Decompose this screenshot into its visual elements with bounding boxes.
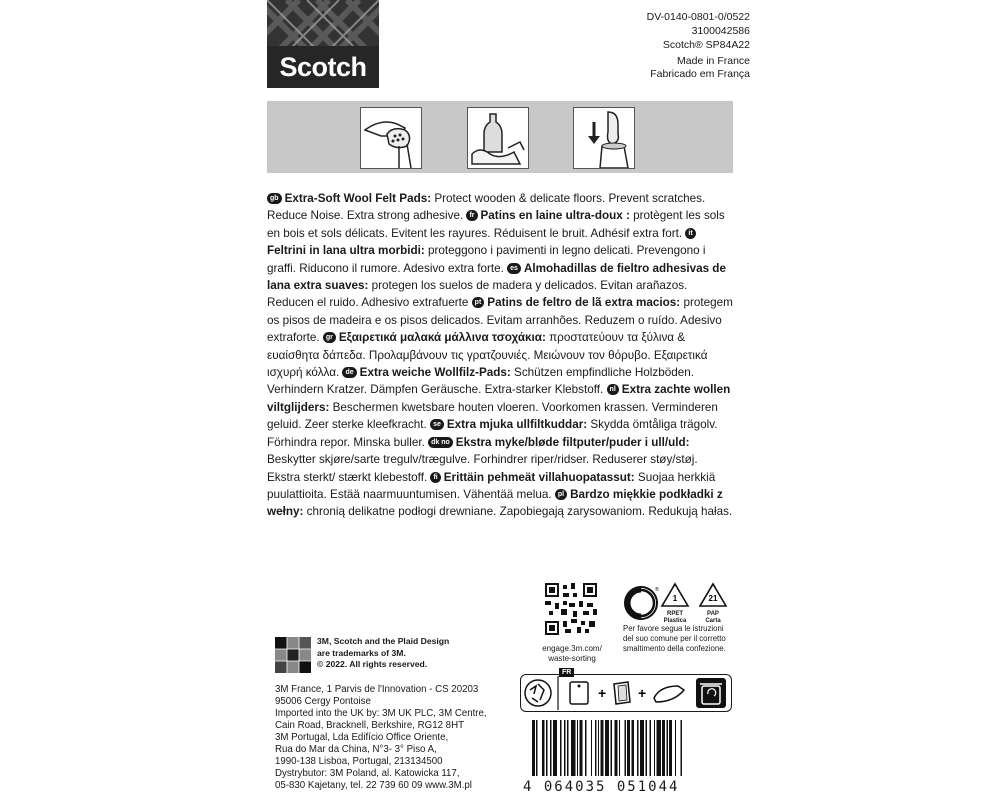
barcode-bar: [585, 720, 586, 776]
address-line: 1990-138 Lisboa, Portugal, 213134500: [275, 756, 443, 767]
green-dot-icon: [623, 585, 659, 626]
flag-badge: nl: [607, 384, 619, 395]
flag-badge: dk no: [428, 437, 453, 448]
flag-badge: fr: [466, 210, 477, 221]
barcode-bar: [627, 720, 630, 776]
address-line: Rua do Mar da China, N°3- 3° Piso A,: [275, 744, 437, 755]
barcode-bar: [595, 720, 596, 776]
code-line: Scotch® SP84A22: [662, 39, 750, 51]
product-description: [267, 190, 733, 521]
barcode-bar: [624, 720, 625, 776]
liner-icon: [654, 686, 684, 702]
barcode-bar: [631, 720, 634, 776]
desc-text: προστατεύουν τα ξύλινα & ευαίσθητα δάπεδα. Προλαμβάνουν τις γρατζουνιές. Μειώνουν τον θόρυβο. Εξαιρετικά ισχυρή κόλλα.: [267, 331, 708, 380]
barcode-bar: [532, 720, 535, 776]
hand-cleaning-icon: [360, 107, 422, 169]
desc-title: Patins de feltro de lã extra macios:: [487, 296, 681, 310]
desc-text: protègent les sols en bois et sols délicats. Evitent les rayures. Réduisent le bruit. Adhésif extra fort.: [267, 209, 725, 240]
barcode-bar: [536, 720, 537, 776]
barcode-bar: [591, 720, 592, 776]
barcode-bar: [550, 720, 551, 776]
qr-url-line: engage.3m.com/: [542, 644, 602, 653]
svg-text:+: +: [597, 684, 606, 701]
flag-badge: es: [507, 263, 521, 274]
trademark-line: are trademarks of 3M.: [317, 647, 406, 658]
barcode-bar: [598, 720, 599, 776]
origin-line: Made in France: [677, 55, 750, 67]
flag-badge: gr: [323, 332, 336, 343]
flag-badge: gb: [267, 193, 282, 204]
barcode-bar: [601, 720, 604, 776]
origin-line: Fabricado em França: [650, 68, 750, 80]
desc-title: Ekstra myke/bløde filtputer/puder i ull/uld:: [455, 435, 690, 449]
flag-badge: it: [685, 228, 695, 239]
address-line: 3M France, 1 Parvis de l'Innovation - CS 20203: [275, 684, 479, 695]
tri-number: 21: [708, 594, 718, 603]
desc-title: Almohadillas de fieltro adhesivas de lana extra suaves:: [267, 261, 726, 293]
material-name: Plastica: [663, 618, 687, 624]
address-line: Cain Road, Bracknell, Berkshire, RG12 8HT: [275, 720, 464, 731]
scotch-logo: [267, 0, 379, 88]
barcode-bar: [542, 720, 545, 776]
barcode-bar: [615, 720, 618, 776]
barcode-bar: [564, 720, 565, 776]
address-line: 05-830 Kajetany, tel. 22 739 60 09 www.3M.pl: [275, 780, 472, 791]
barcode-bar: [577, 720, 578, 776]
barcode-bar: [637, 720, 638, 776]
material-code: PAP: [707, 611, 719, 617]
material-code: RPET: [666, 611, 683, 617]
desc-text: Beschermen kwetsbare houten vloeren. Voorkomen krassen. Verminderen geluid. Zeer sterke kleefkracht.: [267, 400, 718, 432]
barcode-bar: [650, 720, 651, 776]
desc-title: Feltrini in lana ultra morbidi:: [267, 244, 425, 258]
barcode-bar: [680, 720, 681, 776]
instruction-band: [267, 101, 733, 173]
address-line: 3M Portugal, Lda Edifício Office Oriente,: [275, 732, 449, 743]
barcode-bar: [610, 720, 611, 776]
barcode-bar: [675, 720, 676, 776]
desc-title: Εξαιρετικά μαλακά μάλλινα τσοχάκια:: [338, 331, 546, 345]
flag-badge: pl: [555, 489, 567, 500]
desc-text: protegem os pisos de madeira e os pisos delicados. Evitam arranhões. Reduzem o ruído. Adesivo extraforte.: [267, 296, 733, 345]
desc-title: Extra weiche Wollfilz-Pads:: [359, 366, 511, 380]
desc-title: Bardzo miękkie podkładki z wełny:: [267, 487, 723, 519]
barcode-bar: [605, 720, 609, 776]
trademark-line: © 2022. All rights reserved.: [317, 659, 428, 669]
address-line: Dystrybutor: 3M Poland, al. Katowicka 117,: [275, 768, 460, 779]
barcode-bar: [560, 720, 561, 776]
barcode-bar: [571, 720, 575, 776]
desc-text: Beskytter skjøre/sarte tregulv/trægulve. Forhindrer riper/ridser. Reduserer støy/støj. Ekstra sterkt/ stærkt klebestoff.: [267, 453, 698, 484]
barcode-bar: [666, 720, 667, 776]
flag-badge: de: [342, 367, 356, 378]
desc-text: Schützen empfindliche Holzböden. Verhindern Kratzer. Dämpfen Geräusche. Extra-starker Klebstoff.: [267, 366, 694, 397]
svg-text:+: +: [637, 684, 646, 701]
desc-text: Protect wooden & delicate floors. Prevent scratches. Reduce Noise. Extra strong adhesive.: [267, 192, 706, 223]
barcode-bar: [662, 720, 665, 776]
desc-title: Extra-Soft Wool Felt Pads:: [284, 192, 432, 205]
code-line: 3100042586: [691, 25, 750, 37]
svg-text:®: ®: [655, 587, 659, 593]
barcode-bar: [567, 720, 568, 776]
flag-badge: se: [430, 419, 444, 430]
sorting-info-bar: [520, 669, 732, 712]
bottle-and-cloth-icon: [467, 107, 529, 169]
barcode-bar: [553, 720, 557, 776]
qr-code[interactable]: [545, 583, 597, 640]
material-label: [657, 611, 693, 625]
barcode-bar: [669, 720, 672, 776]
barcode-number: 4 064035 051044: [523, 779, 680, 795]
address-line: 95006 Cergy Pontoise: [275, 696, 371, 707]
trademark-line: 3M, Scotch and the Plaid Design: [317, 636, 450, 646]
barcode-bar: [619, 720, 620, 776]
desc-text: proteggono i pavimenti in legno delicati. Prevengono i graffi. Riducono il rumore. Adesivo extra forte.: [267, 244, 706, 275]
triman-icon: [525, 680, 551, 706]
barcode-bar: [654, 720, 655, 776]
address-line: Imported into the UK by: 3M UK PLC, 3M Centre,: [275, 708, 487, 719]
material-name: Carta: [705, 618, 721, 624]
code-line: DV-0140-0801-0/0522: [646, 11, 750, 23]
disposal-instructions: Per favore segua le istruzioni del suo comune per il corretto smaltimento della confezione.: [623, 624, 726, 653]
origin-info: [650, 55, 750, 81]
brand-name: Scotch: [279, 52, 367, 82]
flag-badge: fi: [430, 472, 440, 483]
material-label: [695, 611, 731, 625]
barcode: [532, 720, 724, 785]
desc-text: Suojaa herkkiä puulattioita. Estää naarmuuntumisen. Vähentää melua.: [267, 470, 716, 501]
product-codes: [647, 10, 750, 52]
desc-text: chronią delikatne podłogi drewniane. Zapobiegają zarysowaniom. Redukują hałas.: [303, 505, 733, 519]
qr-url[interactable]: [532, 644, 612, 664]
desc-title: Patins en laine ultra-doux :: [480, 209, 630, 223]
barcode-bar: [645, 720, 646, 776]
fr-badge: FR: [559, 668, 574, 677]
qr-url-line: waste-sorting: [548, 654, 596, 663]
desc-text: protegen los suelos de madera y delicados. Evitan arañazos. Reducen el ruido. Adhesivo extrafuerte: [267, 279, 688, 310]
press-down-icon: [573, 107, 635, 169]
trademark-notice: [317, 636, 517, 671]
plaid-design-icon: [275, 637, 311, 678]
barcode-bar: [640, 720, 644, 776]
company-address: [275, 684, 515, 792]
barcode-bar: [657, 720, 661, 776]
barcode-bar: [546, 720, 547, 776]
flag-badge: pt: [472, 297, 485, 308]
tri-number: 1: [672, 594, 678, 603]
barcode-bar: [580, 720, 583, 776]
desc-title: Erittäin pehmeät villahuopatassut:: [443, 470, 635, 484]
desc-text: Skydda ömtåliga trägolv. Förhindra repor. Minska buller.: [267, 418, 718, 449]
desc-title: Extra mjuka ullfiltkuddar:: [446, 418, 588, 432]
desc-title: Extra zachte wollen viltglijders:: [267, 383, 731, 414]
